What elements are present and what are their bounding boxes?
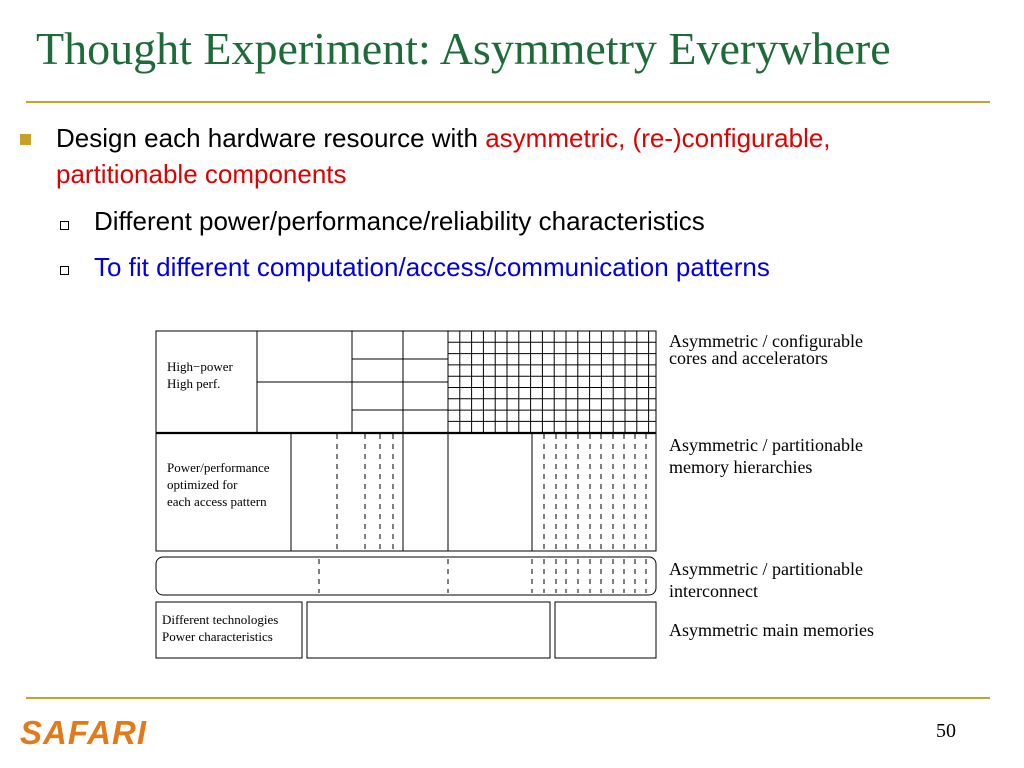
main-bullet-highlight: asymmetric, (re-)configurable, partitionable components xyxy=(56,123,831,189)
safari-logo: SAFARI xyxy=(20,714,148,751)
cores-block-label: High−power High perf. xyxy=(167,359,233,391)
main-memory-annotation: Asymmetric main memories xyxy=(669,620,874,640)
sub-bullet-1: Different power/performance/reliability characteristics xyxy=(94,206,705,236)
page-number: 50 xyxy=(936,720,956,742)
footer-divider xyxy=(26,697,990,699)
interconnect-partition-lines xyxy=(319,559,646,593)
interconnect-annotation: Asymmetric / partitionable interconnect xyxy=(669,559,863,601)
interconnect-block xyxy=(156,557,656,595)
main-memory-box xyxy=(307,602,550,658)
memory-annotation: Asymmetric / partitionable memory hierarchies xyxy=(669,435,863,477)
main-bullet-text: Design each hardware resource with xyxy=(56,123,486,153)
slide-title: Thought Experiment: Asymmetry Everywhere xyxy=(36,23,891,74)
main-memory-box xyxy=(555,602,656,658)
memory-block-label: Power/performance optimized for each access pattern xyxy=(167,460,270,509)
interconnect-outline xyxy=(156,557,656,595)
main-memory-block-label: Different technologies Power characteristics xyxy=(162,612,279,644)
cores-annotation: Asymmetric / configurable cores and accelerators xyxy=(669,331,863,368)
memory-partition-lines xyxy=(337,434,646,550)
accelerator-grid xyxy=(448,331,656,433)
sub-bullet-2: To fit different computation/access/communication patterns xyxy=(94,252,770,282)
